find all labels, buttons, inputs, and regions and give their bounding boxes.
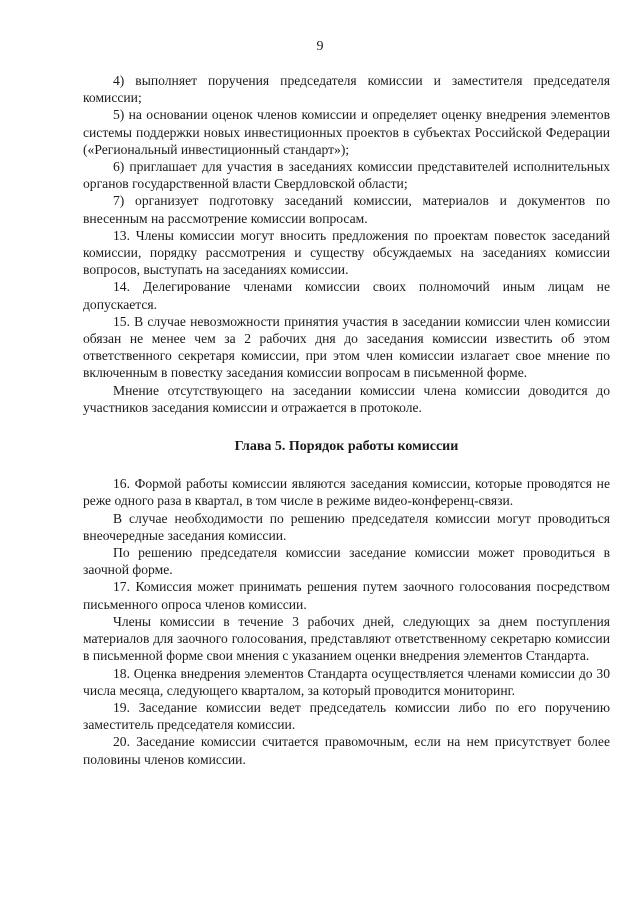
paragraph: В случае необходимости по решению председателя комиссии могут проводиться внеочередные заседания комиссии. [83,510,610,543]
paragraph: 16. Формой работы комиссии являются заседания комиссии, которые проводятся не реже одного раза в квартал, в том числе в режиме видео-конференц-связи. [83,476,610,509]
document-body [83,72,610,768]
paragraph: 4) выполняет поручения председателя комиссии и заместителя председателя комиссии; [83,73,610,106]
paragraph: 19. Заседание комиссии ведет председатель комиссии либо по его поручению заместитель председателя комиссии. [83,699,610,733]
paragraph: 15. В случае невозможности принятия участия в заседании комиссии член комиссии обязан не менее чем за 2 рабочих дня до заседания комиссии известить об этом ответственного секретаря комиссии, при этом член комиссии излагает свое мнение по включенным в повестку заседания комиссии вопросам в письменной форме. [83,313,610,381]
paragraph: 6) приглашает для участия в заседаниях комиссии представителей исполнительных органов государственной власти Свердловской области; [83,159,610,192]
paragraph: 14. Делегирование членами комиссии своих полномочий иным лицам не допускается. [83,279,610,312]
paragraph: 18. Оценка внедрения элементов Стандарта осуществляется членами комиссии до 30 числа месяца, следующего кварталом, за который проводится мониторинг. [83,665,610,698]
chapter-heading: Глава 5. Порядок работы комиссии [234,439,459,455]
paragraph: 17. Комиссия может принимать решения путем заочного голосования посредством письменного опроса членов комиссии. [83,579,610,612]
paragraph: Мнение отсутствующего на заседании комиссии члена комиссии доводится до участников заседания комиссии и отражается в протоколе. [83,382,610,415]
page-number: 9 [316,39,324,54]
paragraph: По решению председателя комиссии заседание комиссии может проводиться в заочной форме. [83,545,610,578]
paragraph: 20. Заседание комиссии считается правомочным, если на нем присутствует более половины членов комиссии. [83,734,610,767]
paragraph: 7) организует подготовку заседаний комиссии, материалов и документов по внесенным на рассмотрение комиссии вопросам. [83,193,610,226]
paragraph: 5) на основании оценок членов комиссии и определяет оценку внедрения элементов системы поддержки новых инвестиционных проектов в субъектах Российской Федерации («Региональный инвестиционный стандарт»); [83,107,610,157]
paragraph: Члены комиссии в течение 3 рабочих дней, следующих за днем поступления материалов для заочного голосования, представляют ответственному секретарю комиссии в письменной форме свои мнения с указанием оценки внедрения элементов Стандарта. [83,613,610,664]
paragraph: 13. Члены комиссии могут вносить предложения по проектам повесток заседаний комиссии, порядку рассмотрения и существу обсуждаемых на заседаниях комиссии вопросов, выступать на заседаниях комиссии. [83,227,610,278]
